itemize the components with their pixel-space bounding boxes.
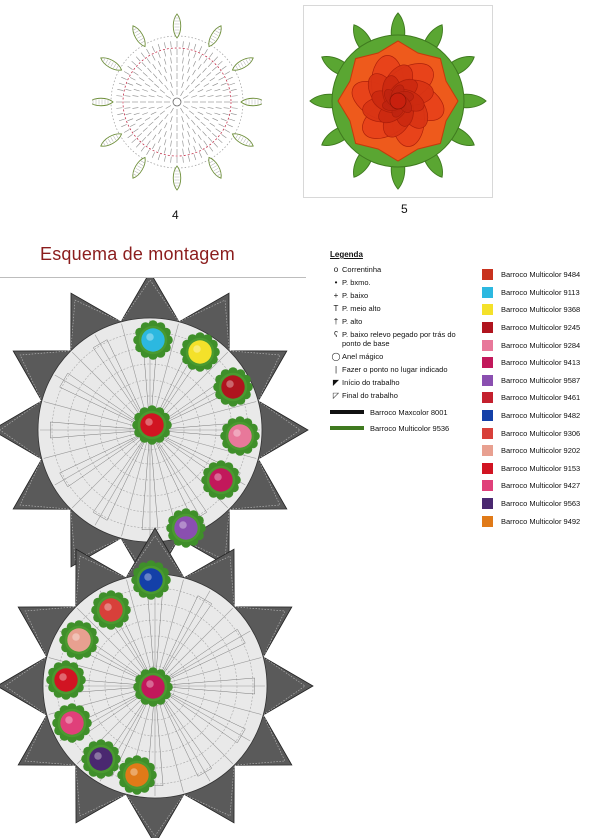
- color-swatch: [482, 463, 493, 474]
- legend-item: [330, 317, 470, 326]
- legend-symbol-icon: ◸: [332, 391, 340, 400]
- legend-item: [330, 304, 470, 313]
- color-swatch-label: Barroco Multicolor 9492: [501, 516, 581, 526]
- color-swatch: [482, 340, 493, 351]
- legend: [330, 250, 470, 436]
- legend-yarn-bar: [330, 404, 470, 420]
- legend-item: [330, 352, 470, 361]
- legend-item-label: Final do trabalho: [342, 391, 398, 400]
- legend-symbol-icon: †: [333, 317, 339, 326]
- legend-title: Legenda: [330, 250, 363, 259]
- color-swatch: [482, 304, 493, 315]
- color-swatch-label: Barroco Multicolor 9587: [501, 375, 581, 385]
- legend-item-label: Início do trabalho: [342, 378, 400, 387]
- legend-item: [330, 291, 470, 300]
- legend-symbol-icon: T: [333, 304, 339, 313]
- color-swatch-row: [482, 319, 600, 337]
- figure-label-5: 5: [401, 202, 408, 216]
- legend-item: [330, 391, 470, 400]
- legend-symbol-icon: |: [334, 365, 338, 374]
- color-swatch-row: [482, 336, 600, 354]
- color-swatch: [482, 445, 493, 456]
- color-swatch-label: Barroco Multicolor 9245: [501, 323, 581, 333]
- legend-item-label: P. baixo relevo pegado por trás do ponto de base: [342, 330, 456, 348]
- legend-item: [330, 278, 470, 287]
- color-swatch-row: [482, 389, 600, 407]
- color-swatch-row: [482, 477, 600, 495]
- legend-item-label: Correntinha: [342, 265, 382, 274]
- color-swatch: [482, 269, 493, 280]
- figure-label-4: 4: [172, 208, 179, 222]
- crochet-chart-flower: [92, 0, 262, 205]
- color-swatch: [482, 322, 493, 333]
- legend-symbol-icon: +: [333, 291, 339, 300]
- color-swatch-label: Barroco Multicolor 9153: [501, 463, 581, 473]
- legend-item-label: P. alto: [342, 317, 363, 326]
- color-swatch-row: [482, 460, 600, 478]
- assembly-title: Esquema de montagem: [40, 244, 235, 264]
- color-swatch-label: Barroco Multicolor 9413: [501, 358, 581, 368]
- flower-illustration-frame: [303, 5, 493, 198]
- finished-flower-image: [304, 6, 492, 197]
- yarn-bar-label: Barroco Multicolor 9536: [370, 423, 450, 433]
- color-swatch-label: Barroco Multicolor 9563: [501, 499, 581, 509]
- legend-item: [330, 365, 470, 374]
- color-swatch-row: [482, 424, 600, 442]
- color-swatch: [482, 480, 493, 491]
- yarn-bar-swatch: [330, 410, 364, 414]
- color-swatch: [482, 410, 493, 421]
- color-swatch: [482, 375, 493, 386]
- legend-symbol-icon: ◤: [332, 378, 340, 387]
- legend-symbol-icon: •: [334, 278, 338, 287]
- color-swatch-row: [482, 495, 600, 513]
- color-swatch: [482, 392, 493, 403]
- color-swatch-row: [482, 372, 600, 390]
- color-swatch-label: Barroco Multicolor 9484: [501, 270, 581, 280]
- color-swatch-label: Barroco Multicolor 9461: [501, 393, 581, 403]
- legend-yarn-bar: [330, 420, 470, 436]
- color-swatch: [482, 357, 493, 368]
- color-swatch-row: [482, 266, 600, 284]
- color-swatch-row: [482, 512, 600, 530]
- color-swatch: [482, 516, 493, 527]
- color-swatch-row: [482, 301, 600, 319]
- legend-item: [330, 330, 470, 348]
- legend-symbol-icon: o: [333, 265, 339, 274]
- yarn-bar-swatch: [330, 426, 364, 430]
- legend-item: [330, 378, 470, 387]
- color-swatch: [482, 287, 493, 298]
- color-swatch: [482, 498, 493, 509]
- legend-item: [330, 265, 470, 274]
- color-swatch-row: [482, 407, 600, 425]
- color-swatch-label: Barroco Multicolor 9427: [501, 481, 581, 491]
- color-swatch-label: Barroco Multicolor 9368: [501, 305, 581, 315]
- legend-item-label: P. baixo: [342, 291, 369, 300]
- color-swatch-row: [482, 284, 600, 302]
- color-list: [482, 266, 600, 530]
- color-swatch-label: Barroco Multicolor 9306: [501, 428, 581, 438]
- legend-item-label: Anel mágico: [342, 352, 384, 361]
- legend-symbol-icon: ◯: [331, 352, 341, 361]
- legend-item-label: P. meio alto: [342, 304, 381, 313]
- color-swatch-row: [482, 354, 600, 372]
- color-swatch-row: [482, 442, 600, 460]
- legend-item-label: P. bxmo.: [342, 278, 371, 287]
- color-swatch-label: Barroco Multicolor 9113: [501, 287, 580, 297]
- color-swatch: [482, 428, 493, 439]
- legend-item-label: Fazer o ponto no lugar indicado: [342, 365, 448, 374]
- assembly-diagram: [0, 278, 320, 838]
- legend-symbol-icon: ʕ: [334, 330, 338, 339]
- color-swatch-label: Barroco Multicolor 9202: [501, 446, 581, 456]
- yarn-bar-label: Barroco Maxcolor 8001: [370, 407, 448, 417]
- color-swatch-label: Barroco Multicolor 9284: [501, 340, 581, 350]
- color-swatch-label: Barroco Multicolor 9482: [501, 411, 581, 421]
